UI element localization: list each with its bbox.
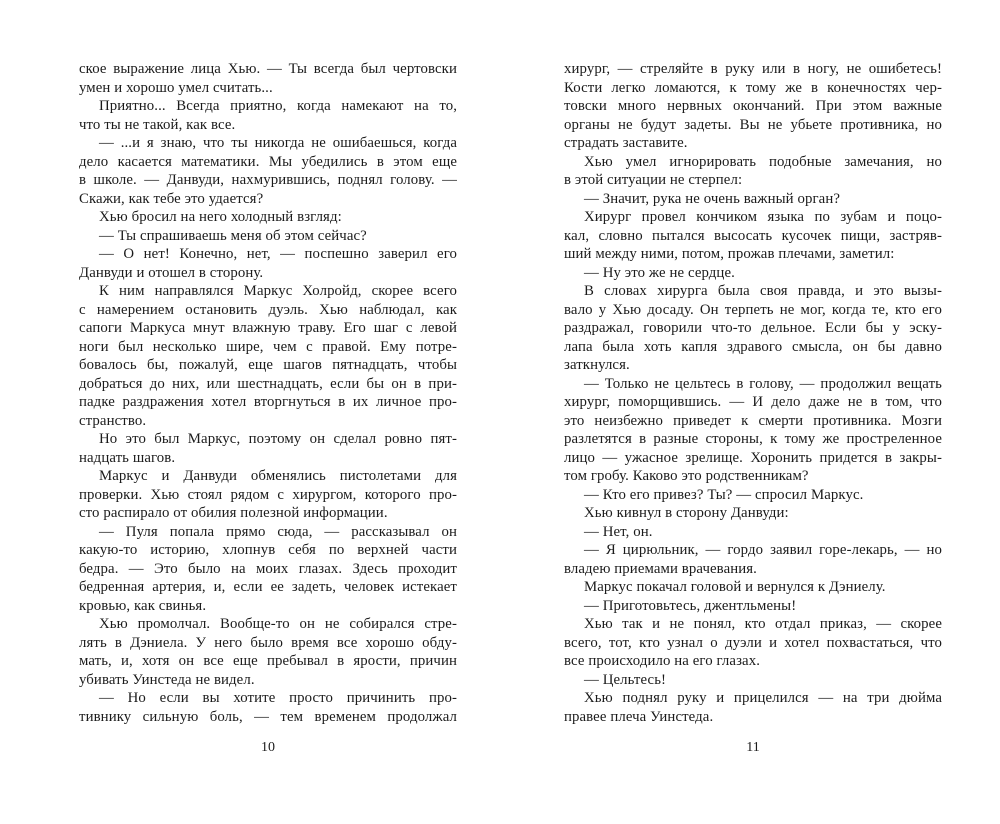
text-line: В словах хирурга была своя правда, и это вызы- [584,283,942,299]
text-line: с намерением остановить дуэль. Хью наблюдал, как [79,301,457,318]
text-line: — Цельтесь! [584,671,667,688]
text-line: сто распирало от обилия полезной информации. [79,505,388,521]
text-line: бедра. — Это было на моих глазах. Здесь проходит [79,560,457,577]
text-line: — Но если вы хотите просто причинить про- [99,690,457,706]
book-page-left [79,60,457,756]
text-line: всего, тот, кто узнал о дуэли и хотел похвастаться, что [564,634,942,651]
text-line: страдать заставите. [564,135,688,151]
text-line: лапа была хоть капля здравого смысла, он бы давно [564,338,942,355]
text-line: — О нет! Конечно, нет, — поспешно заверил его [99,246,457,262]
page-text-column [564,60,942,726]
page-text-column [79,60,457,726]
text-line: Хью умел игнорировать подобные замечания, но [584,153,942,170]
text-line: — ...и я знаю, что ты никогда не ошибаешься, когда [99,135,457,151]
text-line: правее плеча Уинстеда. [564,708,714,725]
text-line: владею приемами врачевания. [564,560,757,577]
text-line: ший между ними, потом, прожав плечами, заметил: [564,246,895,262]
text-line: Скажи, как тебе это удается? [79,190,264,207]
text-line: дело касается математики. Мы убедились в этом еще [79,153,457,170]
text-line: разлетятся в разные стороны, к тому же простреленное [564,431,942,447]
text-line: — Я цирюльник, — гордо заявил горе-лекарь, — но [584,542,942,558]
text-line: в этой ситуации не стерпел: [564,172,743,188]
text-line: Хью поднял руку и прицелился — на три дюйма [584,690,942,706]
page-number-left: 10 [261,740,275,755]
text-line: — Приготовьтесь, джентльмены! [584,597,797,614]
text-line: падке раздражения хотел вторгнуться в их личное про- [79,394,457,410]
text-line: тивнику сильную боль, — тем временем продолжал [79,708,457,725]
text-line: Хью так и не понял, кто отдал приказ, — скорее [584,616,942,632]
text-line: сапоги Маркуса мнут влажную траву. Его шаг с левой [79,320,457,336]
text-line: лять в Дэниела. У него было время все хорошо обду- [79,634,457,651]
text-line: — Ну это же не сердце. [584,264,735,281]
text-line: кал, словно пытался высосать кусочек пищи, застряв- [564,227,942,244]
text-line: Кости легко ломаются, к тому же в конечностях чер- [564,79,942,96]
text-line: бовалось бы, пожалуй, еще шагов пятнадцать, чтобы [79,357,457,373]
text-line: — Только не цельтесь в голову, — продолжил вещать [584,375,942,392]
text-line: убивать Уинстеда не видел. [79,671,255,688]
text-line: добраться до них, или шестнадцать, если бы он в при- [79,375,457,392]
text-line: хирург, — стреляйте в руку или в ногу, не ошибетесь! [564,61,942,77]
text-line: Маркус и Данвуди обменялись пистолетами для [99,468,457,484]
text-line: К ним направлялся Маркус Холройд, скорее всего [99,283,457,299]
text-line: в школе. — Данвуди, нахмурившись, поднял голову. — [79,172,457,188]
text-line: товски много нервных окончаний. При этом важные [564,98,942,114]
text-line: Маркус покачал головой и вернулся к Дэниелу. [584,579,886,595]
text-line: это неизбежно приведет к смерти противника. Мозги [564,412,942,429]
text-line: лицо — ужасное зрелище. Хоронить придется в закры- [564,449,942,466]
text-line: что ты не такой, как все. [79,116,236,133]
text-line: Хью бросил на него холодный взгляд: [99,209,342,225]
text-line: Хью кивнул в сторону Данвуди: [584,505,789,521]
text-line: — Пуля попала прямо сюда, — рассказывал он [99,523,457,540]
text-line: мать, и, хотя он все еще пребывал в ярости, причин [79,653,457,669]
text-line: какую-то историю, хлопнув себя по верхней части [79,542,457,558]
text-line: — Кто его привез? Ты? — спросил Маркус. [584,486,864,503]
text-line: все происходило на его глазах. [564,653,760,669]
text-line: — Нет, он. [584,523,653,540]
text-line: ское выражение лица Хью. — Ты всегда был чертовски [79,61,457,77]
page-number-right: 11 [746,740,760,755]
text-line: Хью промолчал. Вообще-то он не собирался стре- [99,616,457,632]
text-line: надцать шагов. [79,449,176,466]
text-line: органы не будут задеты. Вы не убьете противника, но [564,116,942,133]
text-line: — Значит, рука не очень важный орган? [584,190,841,207]
text-line: Данвуди и отошел в сторону. [79,264,264,281]
text-line: вало у Хью досаду. Он терпеть не мог, когда те, кто его [564,301,942,318]
text-line: том гробу. Каково это родственникам? [564,468,809,484]
text-line: проверки. Хью стоял рядом с хирургом, которого про- [79,486,457,503]
text-line: Приятно... Всегда приятно, когда намекают на то, [99,98,457,114]
text-line: кровью, как свинья. [79,597,207,614]
text-line: заткнулся. [564,357,630,373]
text-line: Но это был Маркус, поэтому он сделал ровно пят- [99,431,457,447]
book-page-right [564,60,942,756]
text-line: странство. [79,412,147,429]
text-line: — Ты спрашиваешь меня об этом сейчас? [99,227,367,244]
text-line: хирург, поморщившись. — И дело даже не в том, что [564,394,942,410]
text-line: Хирург провел кончиком языка по зубам и поцо- [584,209,942,225]
text-line: бедренная артерия, и, если ее задеть, человек истекает [79,579,457,595]
text-line: раздражал, говорили что-то дельное. Если бы у эску- [564,320,942,336]
text-line: ноги был несколько шире, чем с правой. Ему потре- [79,338,457,355]
text-line: умен и хорошо умел считать... [79,79,273,96]
